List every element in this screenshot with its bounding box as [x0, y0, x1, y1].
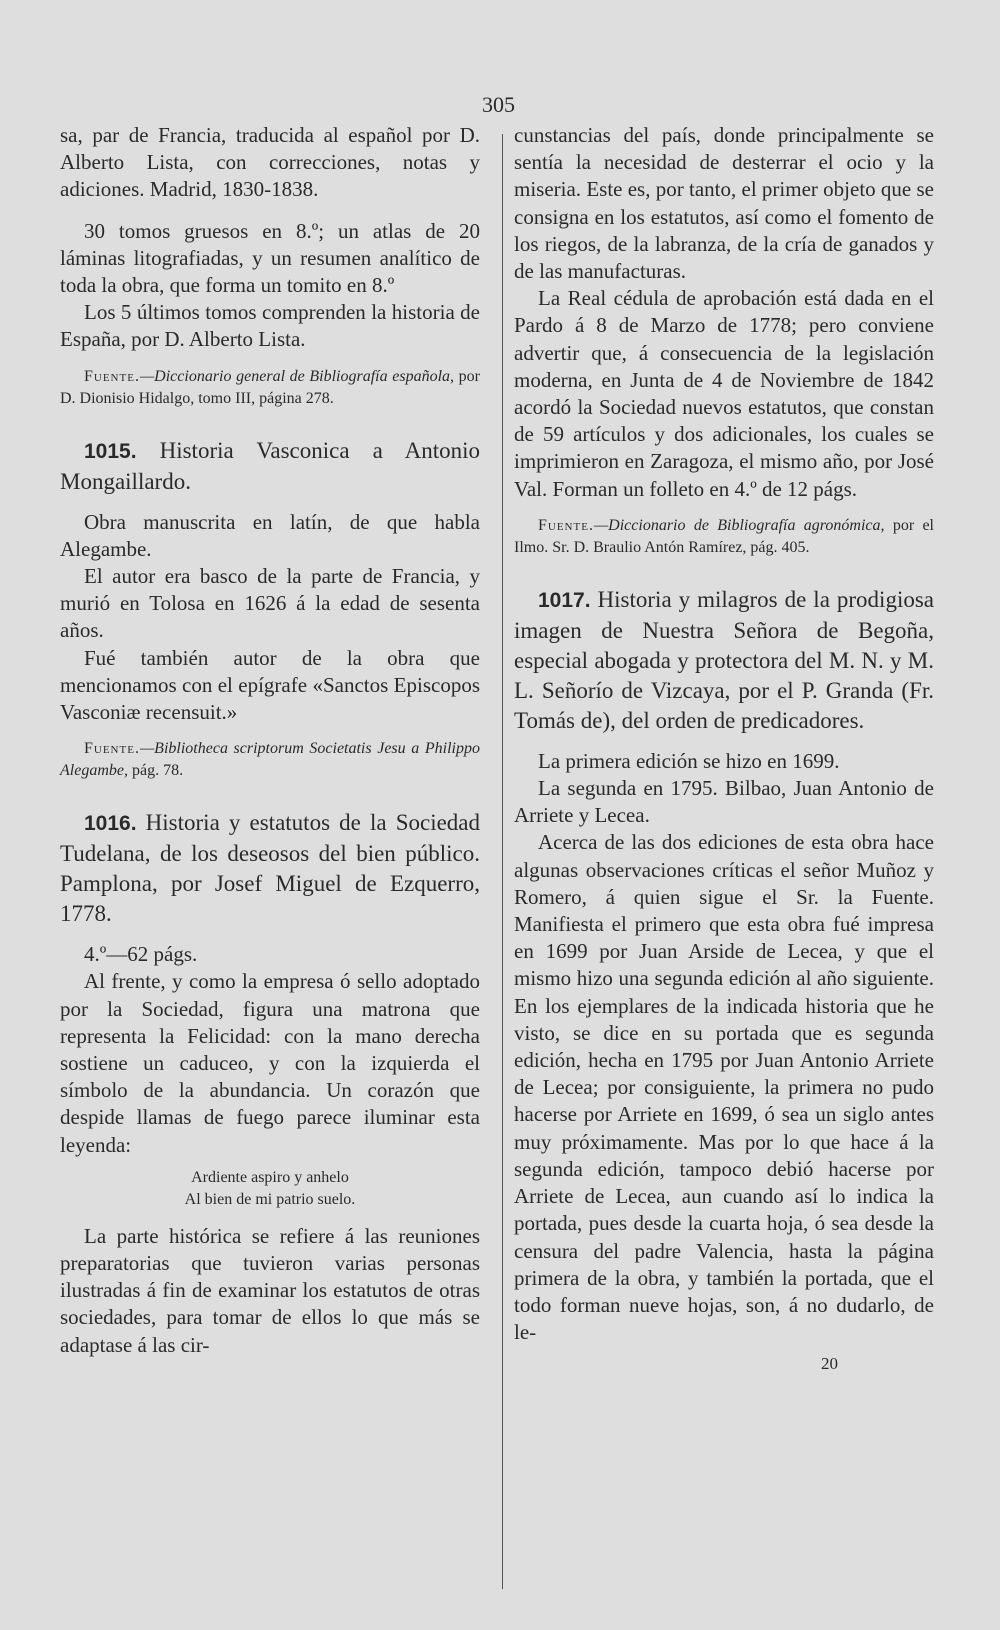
paragraph: cunstancias del país, donde principalmente se sentía la necesidad de desterrar el ocio y la miseria. Este es, por tanto, el primer objeto que se consigna en los estatutos, así como el fomento de los riegos, de la labranza, de la cría de ganados y de las manufacturas. [514, 123, 934, 284]
source-title: —Diccionario general de Bibliografía española, [139, 367, 455, 385]
paragraph: La primera edición se hizo en 1699. [538, 748, 840, 773]
paragraph: 4.º—62 págs. [84, 942, 198, 967]
source-label: Fuente. [84, 740, 140, 758]
source-citation [514, 515, 934, 559]
source-label: Fuente. [84, 367, 140, 385]
left-column [60, 122, 480, 1359]
paragraph: sa, par de Francia, traducida al español por D. Alberto Lista, con correcciones, notas y adiciones. Madrid, 1830-1838. [60, 123, 480, 202]
paragraph: La Real cédula de aprobación está dada en el Pardo á 8 de Marzo de 1778; pero conviene advertir que, á consecuencia de la legislación moderna, en Junta de 4 de Noviembre de 1842 acordó la Sociedad nuevos estatutos, que constan de 59 artículos y dos adicionales, los cuales se imprimieron en Zaragoza, el mismo año, por José Val. Forman un folleto en 4.º de 12 págs. [514, 286, 934, 501]
paragraph: Obra manuscrita en latín, de que habla Alegambe. [60, 509, 480, 561]
source-citation [60, 366, 480, 410]
source-title: —Bibliotheca scriptorum Societatis Jesu a Philippo Alegambe, [60, 740, 480, 780]
source-rest: por el Ilmo. Sr. D. Braulio Antón Ramírez, pág. 405. [514, 516, 934, 556]
entry-number: 1015. [84, 439, 137, 463]
entry-number: 1016. [84, 812, 137, 836]
paragraph: Al frente, y como la empresa ó sello adoptado por la Sociedad, figura una matrona que representa la Felicidad: con la mano derecha sostiene un caduceo, y con la izquierda el símbolo de la abundancia. Un corazón que despide llamas de fuego parece iluminar esta leyenda: [60, 969, 480, 1157]
entry-title: Historia Vasconica a Antonio Mongaillardo. [60, 437, 480, 494]
entry-heading-1015 [60, 436, 480, 497]
source-title: —Diccionario de Bibliografía agronómica, [593, 516, 885, 534]
verse-line: Al bien de mi patrio suelo. [184, 1190, 356, 1208]
column-divider [502, 134, 503, 1589]
entry-heading-1016 [60, 808, 480, 929]
paragraph: 30 tomos gruesos en 8.º; un atlas de 20 láminas litografiadas, y un resumen analítico de toda la obra, que forma un tomito en 8.º [60, 218, 480, 298]
entry-number: 1017. [538, 588, 591, 612]
source-rest: pág. 78. [127, 762, 184, 780]
source-rest: por D. Dionisio Hidalgo, tomo III, página 278. [60, 367, 480, 407]
paragraph: Acerca de las dos ediciones de esta obra hace algunas observaciones críticas el señor Muñoz y Romero, á quien sigue el Sr. la Fuente. Manifiesta el primero que esta obra fué impresa en 1699 por Juan Arside de Lecea, y que el mismo hizo una segunda edición al año siguiente. En los ejemplares de la indicada historia que he visto, se dice en su portada que es segunda edición, hecha en 1795 por Juan Antonio Arriete de Lecea; por consiguiente, la primera no pudo hacerse por Arriete en 1699, ó sea un siglo antes muy próximamente. Mas por lo que hace á la segunda edición, tampoco debió hacerse por Arriete de Lecea, aun cuando así lo indica la portada, pues desde la cuarta hoja, ó sea desde la censura del padre Valencia, hasta la página primera de la obra, y también la portada, que el todo forman nueve hojas, son, á no dudarlo, de le- [514, 830, 934, 1345]
paragraph: El autor era basco de la parte de Francia, y murió en Tolosa en 1626 á la edad de sesenta años. [60, 564, 480, 643]
entry-title: Historia y milagros de la prodigiosa imagen de Nuestra Señora de Begoña, especial abogada y protectora del M. N. y M. L. Señorío de Vizcaya, por el P. Granda (Fr. Tomás de), del orden de predicadores. [514, 586, 934, 733]
entry-title: Historia y estatutos de la Sociedad Tudelana, de los deseosos del bien público. Pamplona, por Josef Miguel de Ezquerro, 1778. [60, 810, 480, 927]
paragraph: Fué también autor de la obra que mencionamos con el epígrafe «Sanctos Episcopos Vasconiæ recensuit.» [60, 645, 480, 725]
source-citation [60, 738, 480, 782]
paragraph: La parte histórica se refiere á las reuniones preparatorias que tuvieron varias personas ilustradas á fin de examinar los estatutos de otras sociedades, para tomar de ellos lo que más se adaptase á las cir- [60, 1223, 480, 1357]
source-label: Fuente. [538, 516, 594, 534]
right-column [514, 122, 934, 1378]
page-number: 305 [482, 92, 515, 117]
signature-mark: 20 [821, 1354, 838, 1374]
paragraph: La segunda en 1795. Bilbao, Juan Antonio de Arriete y Lecea. [514, 776, 934, 828]
verse-legend [60, 1167, 480, 1211]
verse-line: Ardiente aspiro y anhelo [191, 1168, 349, 1186]
paragraph: Los 5 últimos tomos comprenden la historia de España, por D. Alberto Lista. [60, 300, 480, 352]
entry-heading-1017 [514, 585, 934, 736]
